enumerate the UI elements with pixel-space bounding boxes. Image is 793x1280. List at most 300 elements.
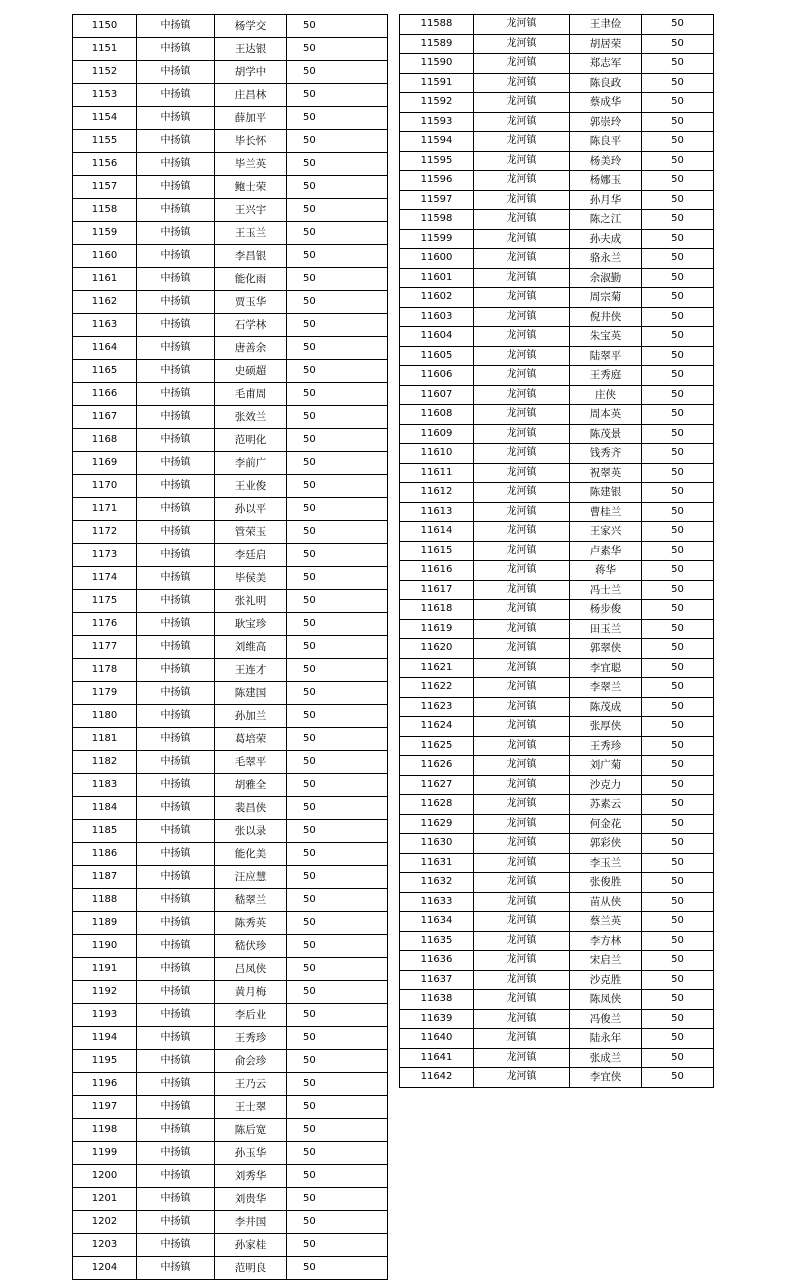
row-number-cell: 1196 <box>73 1073 137 1096</box>
name-cell: 宋启兰 <box>570 951 642 971</box>
table-row <box>400 814 714 834</box>
amount-cell: 50 <box>642 1048 714 1068</box>
row-number-cell: 1161 <box>73 268 137 291</box>
amount-cell: 50 <box>287 544 388 567</box>
right-table <box>399 14 714 1088</box>
town-cell: 中扬镇 <box>137 866 215 889</box>
name-cell: 刘维高 <box>215 636 287 659</box>
table-row <box>400 795 714 815</box>
town-cell: 中扬镇 <box>137 1257 215 1280</box>
table-row <box>400 151 714 171</box>
row-number-cell: 11600 <box>400 249 474 269</box>
row-number-cell: 11633 <box>400 892 474 912</box>
row-number-cell: 11609 <box>400 424 474 444</box>
amount-cell: 50 <box>642 775 714 795</box>
row-number-cell: 11634 <box>400 912 474 932</box>
name-cell: 蔡成华 <box>570 93 642 113</box>
name-cell: 能化雨 <box>215 268 287 291</box>
name-cell: 田玉兰 <box>570 619 642 639</box>
table-row <box>73 544 388 567</box>
amount-cell: 50 <box>287 636 388 659</box>
name-cell: 王士翠 <box>215 1096 287 1119</box>
amount-cell: 50 <box>287 843 388 866</box>
name-cell: 唐善余 <box>215 337 287 360</box>
name-cell: 嵇伏珍 <box>215 935 287 958</box>
row-number-cell: 1160 <box>73 245 137 268</box>
table-row <box>73 153 388 176</box>
row-number-cell: 1204 <box>73 1257 137 1280</box>
row-number-cell: 1197 <box>73 1096 137 1119</box>
row-number-cell: 11601 <box>400 268 474 288</box>
table-row <box>400 990 714 1010</box>
amount-cell: 50 <box>642 346 714 366</box>
name-cell: 陈茂成 <box>570 697 642 717</box>
name-cell: 卢素华 <box>570 541 642 561</box>
town-cell: 龙河镇 <box>474 112 570 132</box>
name-cell: 王秀珍 <box>570 736 642 756</box>
amount-cell: 50 <box>642 34 714 54</box>
row-number-cell: 1193 <box>73 1004 137 1027</box>
table-row <box>400 736 714 756</box>
amount-cell: 50 <box>287 889 388 912</box>
name-cell: 嵇翠兰 <box>215 889 287 912</box>
town-cell: 龙河镇 <box>474 1009 570 1029</box>
town-cell: 中扬镇 <box>137 1050 215 1073</box>
row-number-cell: 1173 <box>73 544 137 567</box>
table-row <box>400 385 714 405</box>
amount-cell: 50 <box>287 452 388 475</box>
name-cell: 陈良平 <box>570 132 642 152</box>
amount-cell: 50 <box>642 171 714 191</box>
town-cell: 龙河镇 <box>474 34 570 54</box>
row-number-cell: 1180 <box>73 705 137 728</box>
town-cell: 中扬镇 <box>137 1119 215 1142</box>
table-row <box>73 383 388 406</box>
town-cell: 中扬镇 <box>137 268 215 291</box>
row-number-cell: 11596 <box>400 171 474 191</box>
table-row <box>400 93 714 113</box>
name-cell: 王玉兰 <box>215 222 287 245</box>
row-number-cell: 11640 <box>400 1029 474 1049</box>
row-number-cell: 1167 <box>73 406 137 429</box>
amount-cell: 50 <box>287 1234 388 1257</box>
town-cell: 龙河镇 <box>474 346 570 366</box>
table-row <box>73 1257 388 1280</box>
row-number-cell: 11624 <box>400 717 474 737</box>
name-cell: 苗从侠 <box>570 892 642 912</box>
table-row <box>73 613 388 636</box>
town-cell: 龙河镇 <box>474 405 570 425</box>
table-row <box>400 229 714 249</box>
name-cell: 张礼明 <box>215 590 287 613</box>
town-cell: 龙河镇 <box>474 229 570 249</box>
row-number-cell: 11602 <box>400 288 474 308</box>
town-cell: 中扬镇 <box>137 751 215 774</box>
table-row <box>400 1009 714 1029</box>
table-row <box>73 360 388 383</box>
name-cell: 刘贵华 <box>215 1188 287 1211</box>
table-row <box>400 288 714 308</box>
row-number-cell: 11638 <box>400 990 474 1010</box>
town-cell: 中扬镇 <box>137 981 215 1004</box>
town-cell: 中扬镇 <box>137 1188 215 1211</box>
table-row <box>73 1234 388 1257</box>
row-number-cell: 11597 <box>400 190 474 210</box>
table-row <box>400 210 714 230</box>
amount-cell: 50 <box>642 970 714 990</box>
town-cell: 龙河镇 <box>474 171 570 191</box>
table-row <box>400 54 714 74</box>
row-number-cell: 11595 <box>400 151 474 171</box>
name-cell: 王业俊 <box>215 475 287 498</box>
name-cell: 陈之江 <box>570 210 642 230</box>
amount-cell: 50 <box>287 383 388 406</box>
amount-cell: 50 <box>642 892 714 912</box>
amount-cell: 50 <box>642 54 714 74</box>
name-cell: 毕侯美 <box>215 567 287 590</box>
name-cell: 杨学交 <box>215 15 287 38</box>
row-number-cell: 1176 <box>73 613 137 636</box>
row-number-cell: 11636 <box>400 951 474 971</box>
row-number-cell: 1199 <box>73 1142 137 1165</box>
town-cell: 中扬镇 <box>137 1027 215 1050</box>
name-cell: 何金花 <box>570 814 642 834</box>
name-cell: 陈凤侠 <box>570 990 642 1010</box>
table-row <box>73 406 388 429</box>
row-number-cell: 1166 <box>73 383 137 406</box>
table-row <box>73 130 388 153</box>
table-row <box>400 171 714 191</box>
name-cell: 汪应慧 <box>215 866 287 889</box>
table-row <box>73 1050 388 1073</box>
name-cell: 管荣玉 <box>215 521 287 544</box>
town-cell: 龙河镇 <box>474 736 570 756</box>
name-cell: 王聿俭 <box>570 15 642 35</box>
name-cell: 陈秀英 <box>215 912 287 935</box>
table-row <box>400 34 714 54</box>
town-cell: 中扬镇 <box>137 728 215 751</box>
row-number-cell: 11589 <box>400 34 474 54</box>
town-cell: 中扬镇 <box>137 291 215 314</box>
table-row <box>73 475 388 498</box>
amount-cell: 50 <box>287 199 388 222</box>
row-number-cell: 11639 <box>400 1009 474 1029</box>
town-cell: 中扬镇 <box>137 1142 215 1165</box>
name-cell: 孙加兰 <box>215 705 287 728</box>
amount-cell: 50 <box>642 912 714 932</box>
table-row <box>73 682 388 705</box>
name-cell: 沙克力 <box>570 775 642 795</box>
town-cell: 龙河镇 <box>474 502 570 522</box>
name-cell: 陆翠平 <box>570 346 642 366</box>
row-number-cell: 1155 <box>73 130 137 153</box>
amount-cell: 50 <box>287 521 388 544</box>
table-row <box>73 590 388 613</box>
name-cell: 郭翠侠 <box>570 639 642 659</box>
row-number-cell: 11637 <box>400 970 474 990</box>
row-number-cell: 11613 <box>400 502 474 522</box>
town-cell: 中扬镇 <box>137 590 215 613</box>
town-cell: 龙河镇 <box>474 814 570 834</box>
amount-cell: 50 <box>287 705 388 728</box>
table-row <box>400 717 714 737</box>
name-cell: 王连才 <box>215 659 287 682</box>
row-number-cell: 11610 <box>400 444 474 464</box>
name-cell: 陆永年 <box>570 1029 642 1049</box>
amount-cell: 50 <box>642 268 714 288</box>
table-row <box>73 958 388 981</box>
town-cell: 龙河镇 <box>474 658 570 678</box>
name-cell: 张以录 <box>215 820 287 843</box>
table-row <box>400 15 714 35</box>
table-row <box>400 502 714 522</box>
table-row <box>73 1004 388 1027</box>
name-cell: 孙夫成 <box>570 229 642 249</box>
table-row <box>73 222 388 245</box>
amount-cell: 50 <box>642 229 714 249</box>
amount-cell: 50 <box>287 797 388 820</box>
name-cell: 石学林 <box>215 314 287 337</box>
table-row <box>400 580 714 600</box>
row-number-cell: 11606 <box>400 366 474 386</box>
town-cell: 中扬镇 <box>137 1004 215 1027</box>
name-cell: 孙月华 <box>570 190 642 210</box>
row-number-cell: 1171 <box>73 498 137 521</box>
row-number-cell: 11623 <box>400 697 474 717</box>
name-cell: 范明化 <box>215 429 287 452</box>
town-cell: 中扬镇 <box>137 705 215 728</box>
row-number-cell: 1189 <box>73 912 137 935</box>
table-row <box>73 728 388 751</box>
table-row <box>400 463 714 483</box>
town-cell: 中扬镇 <box>137 38 215 61</box>
table-row <box>400 307 714 327</box>
row-number-cell: 1190 <box>73 935 137 958</box>
town-cell: 中扬镇 <box>137 406 215 429</box>
table-row <box>73 84 388 107</box>
name-cell: 李宜侠 <box>570 1068 642 1088</box>
town-cell: 中扬镇 <box>137 820 215 843</box>
row-number-cell: 11616 <box>400 561 474 581</box>
row-number-cell: 1163 <box>73 314 137 337</box>
table-row <box>73 107 388 130</box>
row-number-cell: 1152 <box>73 61 137 84</box>
row-number-cell: 11620 <box>400 639 474 659</box>
name-cell: 李昌银 <box>215 245 287 268</box>
amount-cell: 50 <box>287 1073 388 1096</box>
amount-cell: 50 <box>287 912 388 935</box>
town-cell: 中扬镇 <box>137 935 215 958</box>
name-cell: 蔡兰英 <box>570 912 642 932</box>
amount-cell: 50 <box>642 112 714 132</box>
name-cell: 李前广 <box>215 452 287 475</box>
amount-cell: 50 <box>642 795 714 815</box>
name-cell: 郭彩侠 <box>570 834 642 854</box>
table-row <box>400 931 714 951</box>
row-number-cell: 11630 <box>400 834 474 854</box>
amount-cell: 50 <box>642 93 714 113</box>
name-cell: 毕长怀 <box>215 130 287 153</box>
amount-cell: 50 <box>642 366 714 386</box>
amount-cell: 50 <box>642 288 714 308</box>
row-number-cell: 11611 <box>400 463 474 483</box>
name-cell: 张俊胜 <box>570 873 642 893</box>
name-cell: 孙玉华 <box>215 1142 287 1165</box>
name-cell: 陈建国 <box>215 682 287 705</box>
table-row <box>73 429 388 452</box>
row-number-cell: 1179 <box>73 682 137 705</box>
table-row <box>73 1096 388 1119</box>
town-cell: 龙河镇 <box>474 561 570 581</box>
row-number-cell: 1165 <box>73 360 137 383</box>
name-cell: 庄昌林 <box>215 84 287 107</box>
table-row <box>73 291 388 314</box>
table-row <box>400 268 714 288</box>
table-row <box>73 245 388 268</box>
name-cell: 鲍士荣 <box>215 176 287 199</box>
table-row <box>400 697 714 717</box>
name-cell: 范明良 <box>215 1257 287 1280</box>
town-cell: 龙河镇 <box>474 268 570 288</box>
amount-cell: 50 <box>642 619 714 639</box>
town-cell: 中扬镇 <box>137 521 215 544</box>
name-cell: 刘秀华 <box>215 1165 287 1188</box>
town-cell: 中扬镇 <box>137 107 215 130</box>
table-row <box>400 912 714 932</box>
table-row <box>400 444 714 464</box>
amount-cell: 50 <box>287 337 388 360</box>
name-cell: 骆永兰 <box>570 249 642 269</box>
row-number-cell: 11621 <box>400 658 474 678</box>
name-cell: 陈茂景 <box>570 424 642 444</box>
row-number-cell: 11618 <box>400 600 474 620</box>
town-cell: 中扬镇 <box>137 452 215 475</box>
amount-cell: 50 <box>287 61 388 84</box>
town-cell: 中扬镇 <box>137 314 215 337</box>
amount-cell: 50 <box>287 38 388 61</box>
row-number-cell: 11607 <box>400 385 474 405</box>
amount-cell: 50 <box>287 1188 388 1211</box>
town-cell: 中扬镇 <box>137 130 215 153</box>
table-row <box>73 636 388 659</box>
amount-cell: 50 <box>642 834 714 854</box>
town-cell: 龙河镇 <box>474 580 570 600</box>
amount-cell: 50 <box>287 1004 388 1027</box>
amount-cell: 50 <box>287 176 388 199</box>
table-row <box>400 892 714 912</box>
row-number-cell: 1177 <box>73 636 137 659</box>
row-number-cell: 11642 <box>400 1068 474 1088</box>
amount-cell: 50 <box>287 1096 388 1119</box>
town-cell: 中扬镇 <box>137 337 215 360</box>
amount-cell: 50 <box>642 717 714 737</box>
town-cell: 中扬镇 <box>137 797 215 820</box>
row-number-cell: 11588 <box>400 15 474 35</box>
amount-cell: 50 <box>287 1050 388 1073</box>
row-number-cell: 1178 <box>73 659 137 682</box>
town-cell: 中扬镇 <box>137 1073 215 1096</box>
table-row <box>73 774 388 797</box>
amount-cell: 50 <box>287 981 388 1004</box>
amount-cell: 50 <box>287 360 388 383</box>
table-row <box>400 541 714 561</box>
name-cell: 胡学中 <box>215 61 287 84</box>
row-number-cell: 1162 <box>73 291 137 314</box>
town-cell: 龙河镇 <box>474 190 570 210</box>
row-number-cell: 1158 <box>73 199 137 222</box>
amount-cell: 50 <box>287 567 388 590</box>
amount-cell: 50 <box>642 678 714 698</box>
town-cell: 中扬镇 <box>137 498 215 521</box>
amount-cell: 50 <box>287 958 388 981</box>
name-cell: 张效兰 <box>215 406 287 429</box>
amount-cell: 50 <box>642 483 714 503</box>
table-row <box>73 981 388 1004</box>
town-cell: 龙河镇 <box>474 522 570 542</box>
name-cell: 薛加平 <box>215 107 287 130</box>
name-cell: 李宜聪 <box>570 658 642 678</box>
town-cell: 龙河镇 <box>474 444 570 464</box>
name-cell: 沙克胜 <box>570 970 642 990</box>
table-row <box>400 600 714 620</box>
town-cell: 龙河镇 <box>474 756 570 776</box>
amount-cell: 50 <box>642 1029 714 1049</box>
amount-cell: 50 <box>642 756 714 776</box>
town-cell: 中扬镇 <box>137 567 215 590</box>
table-row <box>73 889 388 912</box>
name-cell: 倪井侠 <box>570 307 642 327</box>
table-row <box>73 337 388 360</box>
row-number-cell: 1168 <box>73 429 137 452</box>
town-cell: 龙河镇 <box>474 853 570 873</box>
table-row <box>400 756 714 776</box>
name-cell: 蒋华 <box>570 561 642 581</box>
amount-cell: 50 <box>642 853 714 873</box>
table-row <box>73 751 388 774</box>
row-number-cell: 1198 <box>73 1119 137 1142</box>
town-cell: 中扬镇 <box>137 153 215 176</box>
table-row <box>400 132 714 152</box>
row-number-cell: 11608 <box>400 405 474 425</box>
name-cell: 耿宝珍 <box>215 613 287 636</box>
table-row <box>73 1188 388 1211</box>
amount-cell: 50 <box>642 73 714 93</box>
table-row <box>400 190 714 210</box>
row-number-cell: 11614 <box>400 522 474 542</box>
town-cell: 龙河镇 <box>474 483 570 503</box>
amount-cell: 50 <box>287 774 388 797</box>
row-number-cell: 1185 <box>73 820 137 843</box>
town-cell: 龙河镇 <box>474 639 570 659</box>
town-cell: 中扬镇 <box>137 1234 215 1257</box>
town-cell: 龙河镇 <box>474 73 570 93</box>
name-cell: 孙家桂 <box>215 1234 287 1257</box>
name-cell: 李方林 <box>570 931 642 951</box>
amount-cell: 50 <box>642 697 714 717</box>
name-cell: 周宗菊 <box>570 288 642 308</box>
amount-cell: 50 <box>287 1165 388 1188</box>
table-row <box>400 1068 714 1088</box>
name-cell: 陈良政 <box>570 73 642 93</box>
name-cell: 王秀珍 <box>215 1027 287 1050</box>
row-number-cell: 11628 <box>400 795 474 815</box>
town-cell: 龙河镇 <box>474 54 570 74</box>
table-row <box>400 405 714 425</box>
town-cell: 龙河镇 <box>474 307 570 327</box>
row-number-cell: 1195 <box>73 1050 137 1073</box>
town-cell: 龙河镇 <box>474 327 570 347</box>
name-cell: 葛培荣 <box>215 728 287 751</box>
